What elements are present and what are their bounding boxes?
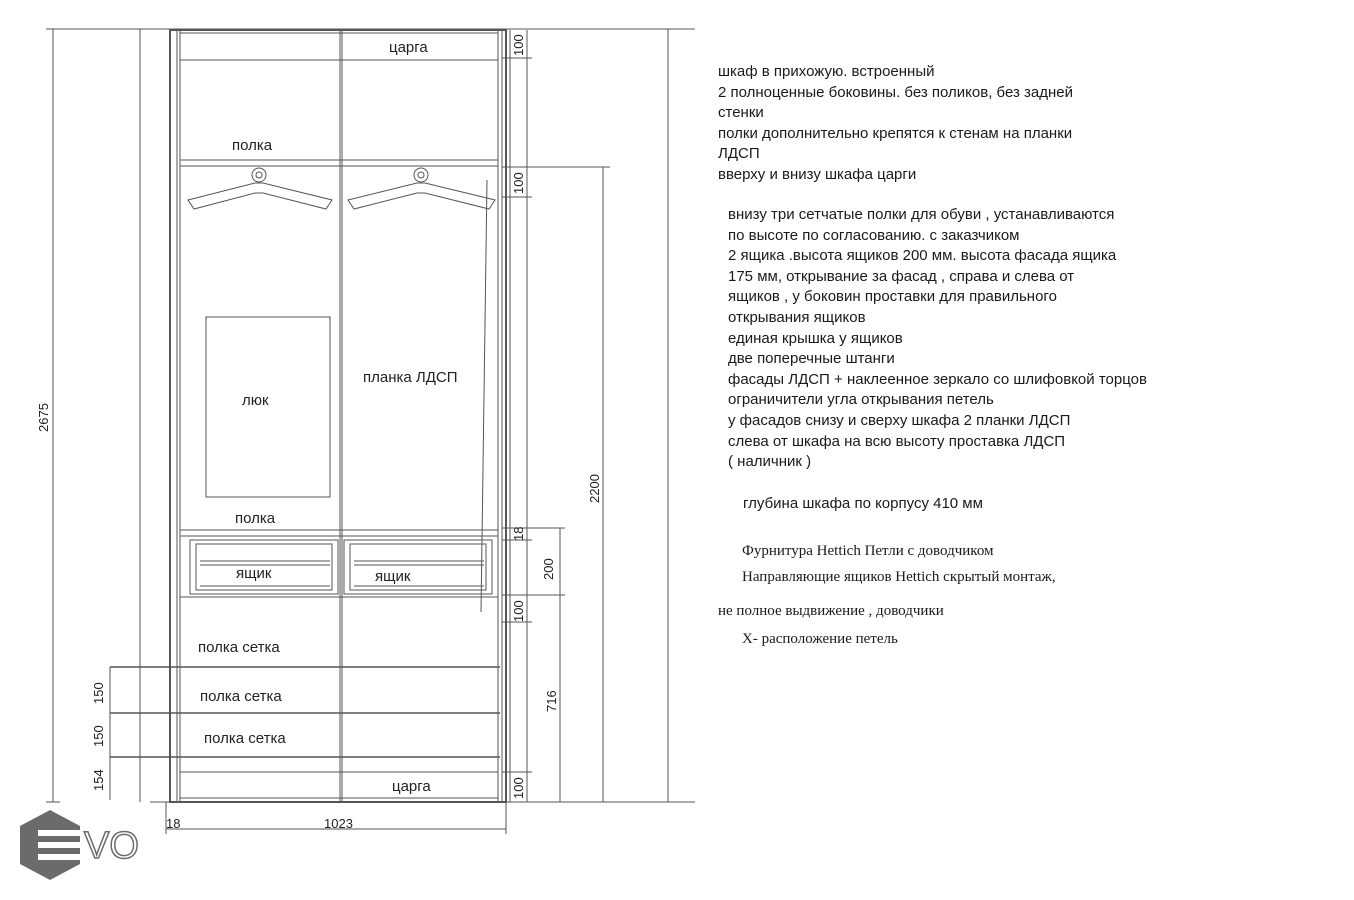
note-line: полки дополнительно крепятся к стенам на планки xyxy=(718,124,1073,142)
dim-tsarga-top: 100 xyxy=(511,34,526,56)
dim-tsarga-bottom: 100 xyxy=(511,777,526,799)
note-line: ( наличник ) xyxy=(728,453,812,471)
depth-note xyxy=(743,494,1354,515)
note-line: ЛДСП xyxy=(718,145,760,163)
mesh-shelf-label-3: полка сетка xyxy=(204,730,286,747)
spec-notes-details xyxy=(728,205,1348,473)
dim-height-2200: 2200 xyxy=(587,474,602,503)
dim-total-height: 2675 xyxy=(36,403,51,432)
note-line: Х- расположение петель xyxy=(742,631,898,647)
shelf-mid-label: полка xyxy=(235,510,276,527)
tsarga-bottom-label: царга xyxy=(392,778,431,795)
hardware-notes xyxy=(718,541,1338,649)
dim-below-drawer: 100 xyxy=(511,600,526,622)
note-line: не полное выдвижение , доводчики xyxy=(718,603,944,619)
dim-shelf-gap-2: 150 xyxy=(91,725,106,747)
dim-shelf-gap-3: 154 xyxy=(91,769,106,791)
planka-label: планка ЛДСП xyxy=(363,369,458,386)
tsarga-top-label: царга xyxy=(389,39,428,56)
shelf-top-label: полка xyxy=(232,137,273,154)
dim-rail-gap: 100 xyxy=(511,172,526,194)
note-line: Фурнитура Hettich Петли с доводчиком xyxy=(742,543,994,559)
note-line: по высоте по согласованию. с заказчиком xyxy=(728,226,1020,244)
mesh-shelf-label-1: полка сетка xyxy=(198,639,280,656)
note-line: две поперечные штанги xyxy=(728,350,895,368)
note-line: у фасадов снизу и сверху шкафа 2 планки ЛДСП xyxy=(728,411,1071,429)
drawer-right-label: ящик xyxy=(375,568,411,585)
hatch-label: люк xyxy=(242,392,269,409)
note-line: стенки xyxy=(718,104,764,122)
dim-drawer-200: 200 xyxy=(541,558,556,580)
spec-notes xyxy=(718,62,1338,186)
dim-width: 1023 xyxy=(324,816,353,831)
note-line: 175 мм, открывание за фасад , справа и слева от xyxy=(728,267,1075,285)
note-line: 2 ящика .высота ящиков 200 мм. высота фасада ящика xyxy=(728,247,1117,265)
note-line: фасады ЛДСП + наклеенное зеркало со шлифовкой торцов xyxy=(728,370,1147,388)
note-line: шкаф в прихожую. встроенный xyxy=(718,63,935,80)
note-line: ящиков , у боковин проставки для правильного xyxy=(728,288,1057,306)
note-line: слева от шкафа на всю высоту проставка ЛДСП xyxy=(728,432,1066,450)
note-line: 2 полноценные боковины. без поликов, без задней xyxy=(718,83,1073,101)
note-line: глубина шкафа по корпусу 410 мм xyxy=(743,495,983,512)
note-line: Направляющие ящиков Hettich скрытый монтаж, xyxy=(742,569,1056,585)
note-line: открывания ящиков xyxy=(728,308,866,326)
mesh-shelf-label-2: полка сетка xyxy=(200,688,282,705)
dim-height-716: 716 xyxy=(544,690,559,712)
note-line: вверху и внизу шкафа царги xyxy=(718,165,917,183)
dim-shelf-gap-1: 150 xyxy=(91,682,106,704)
note-line: внизу три сетчатые полки для обуви , устанавливаются xyxy=(728,206,1115,223)
note-line: единая крышка у ящиков xyxy=(728,329,903,347)
dim-side-18: 18 xyxy=(166,816,181,831)
dim-panel-18: 18 xyxy=(511,526,526,541)
evo-logo xyxy=(18,808,158,882)
logo-text: VO xyxy=(84,825,139,867)
drawer-left-label: ящик xyxy=(236,565,272,582)
note-line: ограничители угла открывания петель xyxy=(728,391,994,409)
